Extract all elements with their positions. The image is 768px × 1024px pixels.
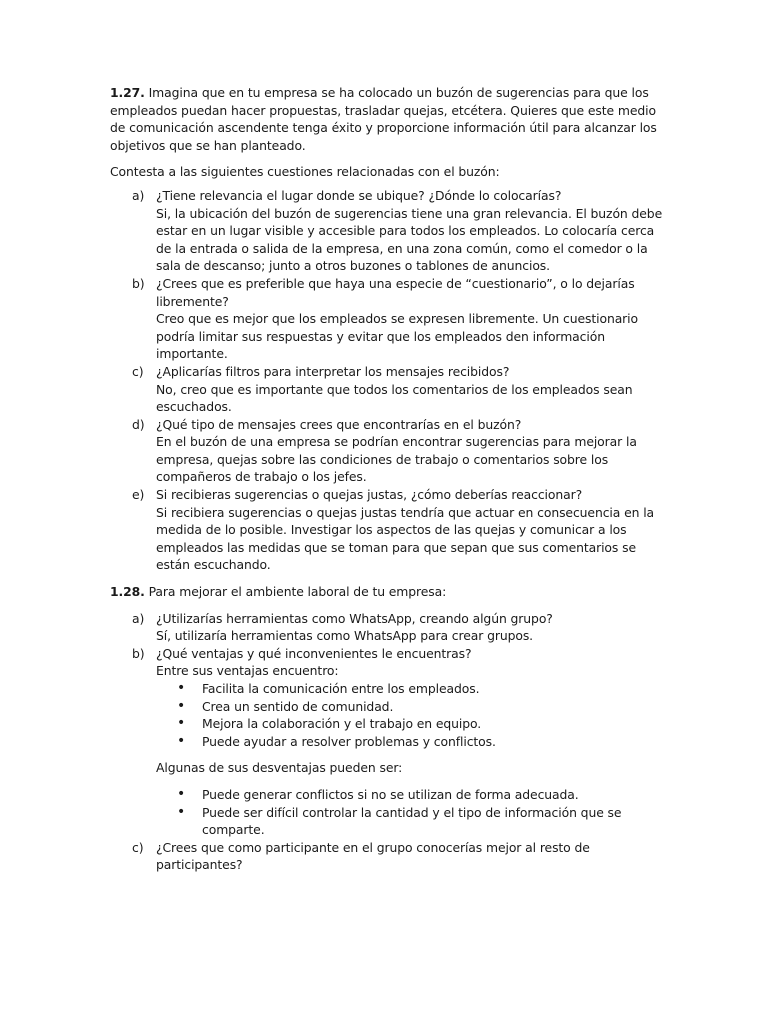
answer-text: Sí, utilizaría herramientas como WhatsApp para crear grupos. bbox=[156, 628, 534, 644]
answer-text: No, creo que es importante que todos los comentarios de los empleados sean escuchados. bbox=[156, 381, 633, 415]
answer-text: Si recibiera sugerencias o quejas justas tendría que actuar en consecuencia en la medida de lo posible. Investigar los aspectos de las quejas y comunicar a los empleados las medidas que se toman para que sepan que sus comentarios se están escuchando. bbox=[156, 504, 655, 573]
disadvantages-intro: Algunas de sus desventajas pueden ser: bbox=[156, 760, 403, 776]
disadvantage-item: • Puede ser difícil controlar la cantidad y el tipo de información que se comparte. bbox=[156, 804, 666, 839]
question-list-1-28 bbox=[110, 610, 666, 680]
exercise-instruction: Contesta a las siguientes cuestiones relacionadas con el buzón: bbox=[110, 164, 500, 180]
question-letter: b) bbox=[132, 275, 145, 291]
question-item-b bbox=[110, 645, 666, 680]
answer-text: Si, la ubicación del buzón de sugerencias tiene una gran relevancia. El buzón debe estar en un lugar visible y accesible para todos los empleados. Lo colocaría cerca de la entrada o salida de la empresa, en una zona común, como el comedor o la sala de descanso; junto a otros buzones o tablones de anuncios. bbox=[156, 205, 663, 274]
question-text: ¿Crees que como participante en el grupo conocerías mejor al resto de participantes? bbox=[156, 839, 590, 873]
question-item-b bbox=[110, 275, 666, 363]
question-text: ¿Qué tipo de mensajes crees que encontrarías en el buzón? bbox=[156, 416, 522, 432]
question-letter: d) bbox=[132, 416, 145, 432]
question-letter: c) bbox=[132, 363, 144, 379]
question-text: ¿Qué ventajas y qué inconvenientes le encuentras? bbox=[156, 645, 472, 661]
question-text: ¿Aplicarías filtros para interpretar los mensajes recibidos? bbox=[156, 363, 510, 379]
document-page bbox=[110, 84, 666, 874]
advantage-item: • Mejora la colaboración y el trabajo en equipo. bbox=[156, 715, 666, 733]
exercise-1-27-statement bbox=[110, 84, 666, 154]
question-item-d bbox=[110, 416, 666, 486]
question-text: ¿Tiene relevancia el lugar donde se ubique? ¿Dónde lo colocarías? bbox=[156, 187, 562, 203]
question-text: ¿Utilizarías herramientas como WhatsApp, creando algún grupo? bbox=[156, 610, 553, 626]
exercise-number: 1.28. bbox=[110, 584, 145, 600]
question-letter: a) bbox=[132, 187, 145, 203]
exercise-number: 1.27. bbox=[110, 85, 145, 100]
question-item-a bbox=[110, 187, 666, 275]
answer-text: Creo que es mejor que los empleados se expresen libremente. Un cuestionario podría limitar sus respuestas y evitar que los empleados den información importante. bbox=[156, 311, 639, 362]
disadvantages-list bbox=[156, 786, 666, 839]
question-list-1-27 bbox=[110, 187, 666, 574]
disadvantage-item: • Puede generar conflictos si no se utilizan de forma adecuada. bbox=[156, 786, 666, 804]
question-list-1-28-cont bbox=[110, 839, 666, 874]
question-letter: b) bbox=[132, 645, 145, 661]
advantages-list bbox=[156, 680, 666, 750]
exercise-intro: Imagina que en tu empresa se ha colocado un buzón de sugerencias para que los empleados puedan hacer propuestas, trasladar quejas, etcétera. Quieres que este medio de comunicación ascendente tenga éxito y proporcione información útil para alcanzar los objetivos que se han planteado. bbox=[110, 85, 657, 153]
question-item-e bbox=[110, 486, 666, 574]
question-letter: e) bbox=[132, 487, 145, 503]
question-text: Si recibieras sugerencias o quejas justas, ¿cómo deberías reaccionar? bbox=[156, 487, 583, 503]
advantage-item: • Crea un sentido de comunidad. bbox=[156, 698, 666, 716]
question-item-a bbox=[110, 610, 666, 645]
advantage-item: • Puede ayudar a resolver problemas y conflictos. bbox=[156, 733, 666, 751]
question-text: ¿Crees que es preferible que haya una especie de “cuestionario”, o lo dejarías libremente? bbox=[156, 275, 635, 309]
exercise-1-28-statement bbox=[110, 583, 666, 601]
question-item-c bbox=[110, 839, 666, 874]
question-item-c bbox=[110, 363, 666, 416]
exercise-intro: Para mejorar el ambiente laboral de tu empresa: bbox=[144, 584, 447, 600]
answer-text: En el buzón de una empresa se podrían encontrar sugerencias para mejorar la empresa, quejas sobre las condiciones de trabajo o comentarios sobre los compañeros de trabajo o los jefes. bbox=[156, 434, 637, 485]
advantage-item: • Facilita la comunicación entre los empleados. bbox=[156, 680, 666, 698]
advantages-intro: Entre sus ventajas encuentro: bbox=[156, 663, 339, 679]
question-letter: c) bbox=[132, 839, 144, 855]
question-letter: a) bbox=[132, 610, 145, 626]
